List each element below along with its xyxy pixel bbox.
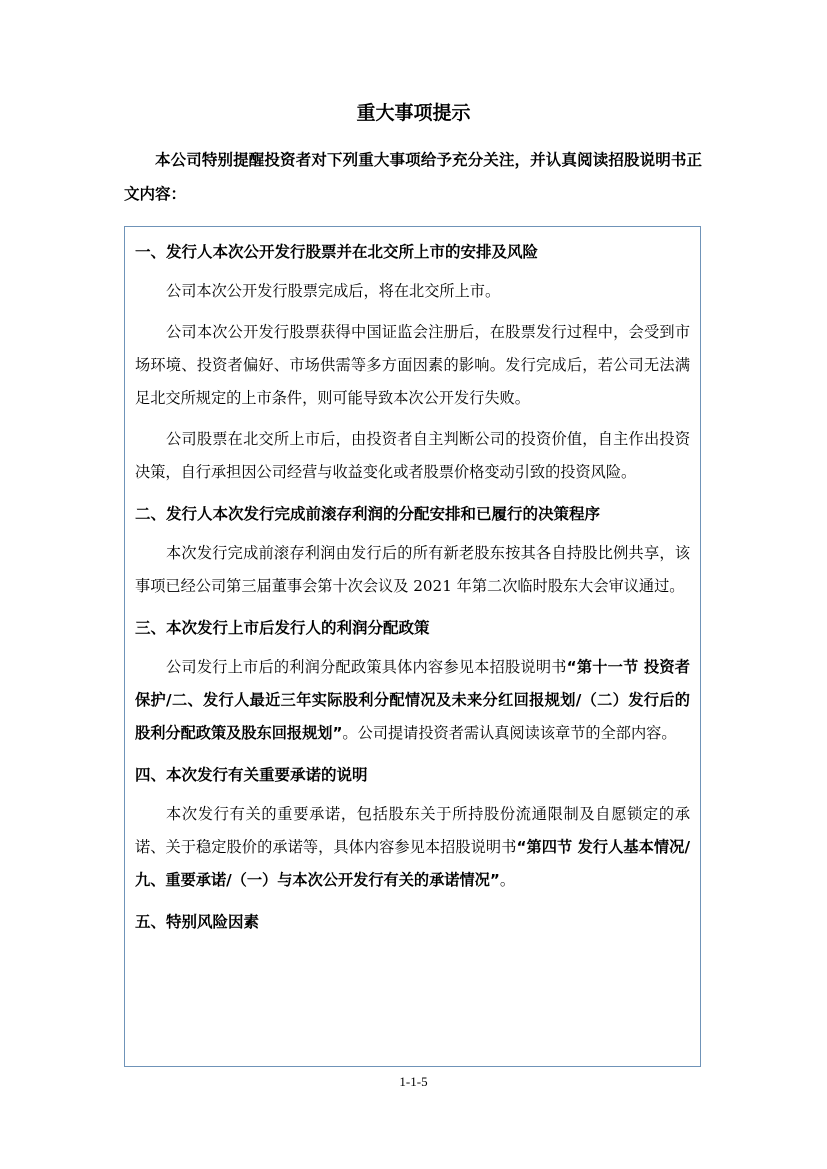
- section-1-heading: 一、发行人本次公开发行股票并在北交所上市的安排及风险: [135, 243, 539, 261]
- section-1-paragraph-2: 公司本次公开发行股票获得中国证监会注册后，在股票发行过程中，会受到市场环境、投资者偏好、市场供需等多方面因素的影响。发行完成后，若公司无法满足北交所规定的上市条件，则可能导致本次公开发行失败。: [135, 323, 690, 407]
- section-3-heading: 三、本次发行上市后发行人的利润分配政策: [135, 619, 430, 637]
- section-3-text-after: 。公司提请投资者需认真阅读该章节的全部内容。: [342, 724, 677, 742]
- section-1-paragraph-1: 公司本次公开发行股票完成后，将在北交所上市。: [166, 282, 501, 300]
- section-1-paragraph-3: 公司股票在北交所上市后，由投资者自主判断公司的投资价值，自主作出投资决策，自行承担因公司经营与收益变化或者股票价格变动引致的投资风险。: [135, 430, 690, 481]
- page-title: 重大事项提示: [356, 102, 471, 124]
- section-4-text-after: 。: [499, 871, 516, 889]
- important-matters-box: [124, 226, 701, 1067]
- box-content: [125, 227, 700, 939]
- section-4-heading: 四、本次发行有关重要承诺的说明: [135, 766, 368, 784]
- section-2-heading: 二、发行人本次发行完成前滚存利润的分配安排和已履行的决策程序: [135, 505, 601, 523]
- section-3-paragraph-1: [135, 651, 690, 750]
- intro-paragraph: 本公司特别提醒投资者对下列重大事项给予充分关注，并认真阅读招股说明书正文内容：: [124, 151, 702, 203]
- section-3-text-before: 公司发行上市后的利润分配政策具体内容参见本招股说明书: [166, 658, 567, 676]
- section-4-paragraph-1: [135, 798, 690, 897]
- page-number: 1-1-5: [399, 1074, 428, 1089]
- section-5-heading: 五、特别风险因素: [135, 913, 260, 931]
- section-4-text-before: 本次发行有关的重要承诺，包括股东关于所持股份流通限制及自愿锁定的承诺、关于稳定股价的承诺等，具体内容参见本招股说明书: [135, 805, 690, 856]
- section-3-reference: “第十一节 投资者保护/二、发行人最近三年实际股利分配情况及未来分红回报规划/（二）发行后的股利分配政策及股东回报规划”: [135, 658, 690, 742]
- section-4-reference: “第四节 发行人基本情况/九、重要承诺/（一）与本次公开发行有关的承诺情况”: [135, 838, 690, 889]
- section-2-paragraph-1: 本次发行完成前滚存利润由发行后的所有新老股东按其各自持股比例共享，该事项已经公司第三届董事会第十次会议及 2021 年第二次临时股东大会审议通过。: [135, 544, 690, 595]
